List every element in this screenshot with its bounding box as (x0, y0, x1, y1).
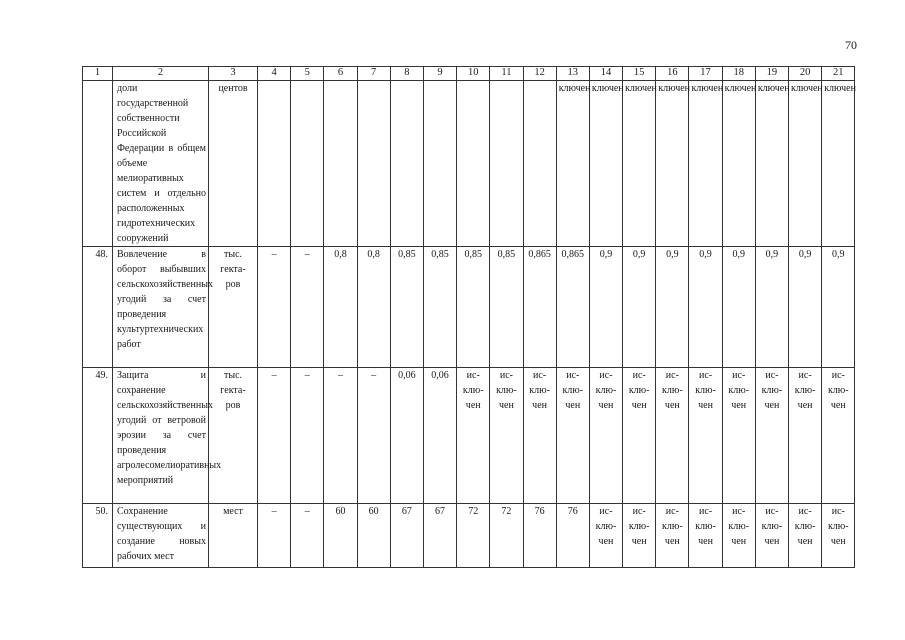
value-cell: – (291, 247, 324, 368)
value-cell (258, 81, 291, 247)
value-cell: ис- клю- чен (755, 504, 788, 568)
value-cell: 0,9 (822, 247, 855, 368)
value-cell: 76 (556, 504, 589, 568)
column-number: 5 (291, 67, 324, 81)
row-number: 50. (83, 504, 113, 568)
column-number: 18 (722, 67, 755, 81)
value-cell: 0,85 (490, 247, 523, 368)
column-number: 7 (357, 67, 390, 81)
column-number: 16 (656, 67, 689, 81)
value-cell: 67 (423, 504, 456, 568)
value-cell: 0,8 (324, 247, 357, 368)
value-cell: – (291, 368, 324, 504)
value-cell (357, 81, 390, 247)
value-cell: 0,865 (556, 247, 589, 368)
unit-of-measure: мест (209, 504, 258, 568)
value-cell: ис- клю- чен (523, 368, 556, 504)
value-cell: 0,865 (523, 247, 556, 368)
value-cell: ключен (589, 81, 622, 247)
value-cell: ис- клю- чен (722, 368, 755, 504)
table-row (83, 368, 855, 504)
table-row (83, 504, 855, 568)
row-number: 48. (83, 247, 113, 368)
indicator-name: Вовлечение в оборот выбывших сельскохозяйственных угодий за счет проведения культуртехнических работ (113, 247, 209, 368)
value-cell: ис- клю- чен (789, 504, 822, 568)
column-number: 21 (822, 67, 855, 81)
indicator-name: Сохранение существующих и создание новых рабочих мест (113, 504, 209, 568)
column-number: 14 (589, 67, 622, 81)
value-cell: ис- клю- чен (490, 368, 523, 504)
indicator-name: Защита и сохранение сельскохозяйственных угодий от ветровой эрозии за счет проведения агролесомелиоративных мероприятий (113, 368, 209, 504)
column-number: 10 (457, 67, 490, 81)
page-number: 70 (845, 38, 857, 52)
table-row (83, 81, 855, 247)
row-number (83, 81, 113, 247)
value-cell: ис- клю- чен (689, 504, 722, 568)
value-cell: 0,9 (689, 247, 722, 368)
column-number: 20 (789, 67, 822, 81)
value-cell: ключен (789, 81, 822, 247)
value-cell (457, 81, 490, 247)
value-cell: 0,9 (722, 247, 755, 368)
value-cell: ис- клю- чен (822, 504, 855, 568)
column-number-row (83, 67, 855, 81)
column-number: 4 (258, 67, 291, 81)
value-cell: 0,85 (423, 247, 456, 368)
value-cell: – (357, 368, 390, 504)
value-cell: ключен (722, 81, 755, 247)
column-number: 13 (556, 67, 589, 81)
column-number: 12 (523, 67, 556, 81)
value-cell (523, 81, 556, 247)
value-cell: – (291, 504, 324, 568)
value-cell: 0,9 (589, 247, 622, 368)
value-cell: 60 (357, 504, 390, 568)
value-cell: 0,85 (457, 247, 490, 368)
value-cell: 76 (523, 504, 556, 568)
value-cell: ис- клю- чен (656, 504, 689, 568)
value-cell: 67 (390, 504, 423, 568)
value-cell: 0,06 (390, 368, 423, 504)
value-cell: ключен (755, 81, 788, 247)
column-number: 11 (490, 67, 523, 81)
value-cell (390, 81, 423, 247)
column-number: 19 (755, 67, 788, 81)
value-cell: ис- клю- чен (556, 368, 589, 504)
unit-of-measure: тыс. гекта- ров (209, 368, 258, 504)
value-cell: 0,9 (755, 247, 788, 368)
table-row (83, 247, 855, 368)
value-cell: 0,06 (423, 368, 456, 504)
unit-of-measure: центов (209, 81, 258, 247)
value-cell: ис- клю- чен (789, 368, 822, 504)
value-cell: ис- клю- чен (623, 368, 656, 504)
value-cell (324, 81, 357, 247)
value-cell: ис- клю- чен (623, 504, 656, 568)
value-cell: 0,9 (623, 247, 656, 368)
unit-of-measure: тыс. гекта- ров (209, 247, 258, 368)
column-number: 2 (113, 67, 209, 81)
indicator-name: доли государственной собственности Российской Федерации в общем объеме мелиоративных систем и отдельно расположенных гидротехнических сооружений (113, 81, 209, 247)
value-cell: ис- клю- чен (722, 504, 755, 568)
value-cell: 72 (457, 504, 490, 568)
value-cell: 0,85 (390, 247, 423, 368)
value-cell: ис- клю- чен (589, 504, 622, 568)
value-cell: ис- клю- чен (589, 368, 622, 504)
value-cell: 0,9 (656, 247, 689, 368)
value-cell (490, 81, 523, 247)
value-cell: ис- клю- чен (822, 368, 855, 504)
column-number: 15 (623, 67, 656, 81)
column-number: 1 (83, 67, 113, 81)
value-cell (423, 81, 456, 247)
indicators-table (82, 66, 855, 568)
value-cell: 60 (324, 504, 357, 568)
value-cell: ис- клю- чен (457, 368, 490, 504)
value-cell: 0,9 (789, 247, 822, 368)
value-cell: ключен (623, 81, 656, 247)
value-cell: ключен (656, 81, 689, 247)
value-cell (291, 81, 324, 247)
value-cell: – (258, 368, 291, 504)
value-cell: ключен (556, 81, 589, 247)
value-cell: ключен (822, 81, 855, 247)
column-number: 17 (689, 67, 722, 81)
value-cell: ис- клю- чен (689, 368, 722, 504)
value-cell: – (258, 504, 291, 568)
row-number: 49. (83, 368, 113, 504)
value-cell: – (324, 368, 357, 504)
column-number: 8 (390, 67, 423, 81)
value-cell: ис- клю- чен (755, 368, 788, 504)
value-cell: ис- клю- чен (656, 368, 689, 504)
column-number: 3 (209, 67, 258, 81)
column-number: 9 (423, 67, 456, 81)
value-cell: 0,8 (357, 247, 390, 368)
column-number: 6 (324, 67, 357, 81)
value-cell: – (258, 247, 291, 368)
value-cell: 72 (490, 504, 523, 568)
value-cell: ключен (689, 81, 722, 247)
